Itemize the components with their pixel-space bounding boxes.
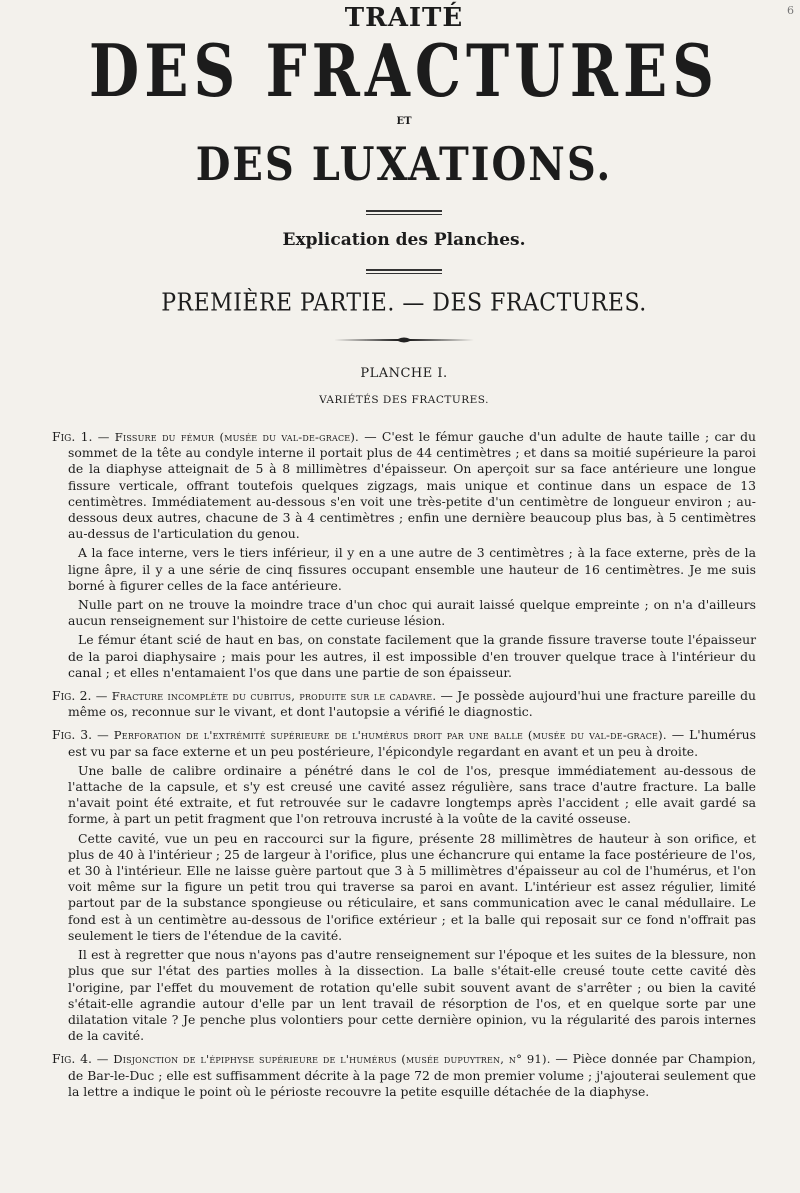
figure-heading: — Fissure du fémur (musée du val-de-grace). bbox=[97, 430, 359, 444]
plate-title: PLANCHE I. bbox=[360, 366, 448, 381]
plate-subtitle: VARIÉTÉS DES FRACTURES. bbox=[319, 394, 489, 406]
figure-lead bbox=[52, 429, 756, 542]
title-rule bbox=[52, 210, 756, 215]
title-top: TRAITÉ bbox=[344, 3, 464, 33]
figure-number: Fig. 4. bbox=[52, 1051, 92, 1067]
section-subtitle: Explication des Planches. bbox=[282, 230, 526, 250]
figure-paragraph: Nulle part on ne trouve la moindre trace d'un choc qui aurait laissé quelque empreinte ; on n'a d'ailleurs aucun renseignement sur l'histoire de cette curieuse lésion. bbox=[68, 597, 756, 629]
figure-paragraph: Le fémur étant scié de haut en bas, on constate facilement que la grande fissure traverse toute l'épaisseur de la paroi diaphysaire ; mais pour les autres, il est impossible d'en trouver quelque trace à l'intérieur du canal ; et elles n'entamaient l'os que dans une partie de son épaisseur. bbox=[68, 632, 756, 680]
part-title: PREMIÈRE PARTIE. — DES FRACTURES. bbox=[161, 289, 647, 318]
figure-lead bbox=[52, 727, 756, 759]
figure-number: Fig. 3. bbox=[52, 727, 93, 743]
page-number: 6 bbox=[787, 4, 794, 17]
figure-lead-text: — L'humérus est vu par sa face externe et un peu postérieure, l'épicondyle regardant en avant et un peu à droite. bbox=[68, 727, 757, 759]
figure-paragraph: Il est à regretter que nous n'ayons pas d'autre renseignement sur l'époque et les suites de la blessure, non plus que sur l'état des parties molles à la dissection. La balle s'était-elle creusé toute cette cavité dès l'origine, par l'effet du mouvement de rotation qu'elle subit souvent avant de s'arrêter ; ou bien la cavité s'était-elle agrandie autour d'elle par un lent travail de résorption de l'os, et en quelque sorte par une dilatation vitale ? Je penche plus volontiers pour cette dernière opinion, vu la régularité des parois internes de la cavité. bbox=[68, 947, 756, 1044]
figure-number: Fig. 1. bbox=[52, 429, 93, 444]
ornament-divider bbox=[52, 336, 756, 344]
figure-lead-text: — C'est le fémur gauche d'un adulte de haute taille ; car du sommet de la tête au condyle interne il portait plus de 44 centimètres ; et dans sa moitié supérieure la paroi de la diaphyse atteignait de 5 à 8 millimètres d'épaisseur. On aperçoit sur sa face antérieure une longue fissure verticale, offrant toutefois quelques zigzags, mais unique et continue dans un espace de 13 centimètres. Immédiatement au-dessous s'en voit une très-petite d'un centimètre de longueur environ ; au-dessous deux autres, chacune de 3 à 4 centimètres ; enfin une dernière beaucoup plus bas, à 5 centimètres au-dessus de l'articulation du genou. bbox=[68, 429, 756, 542]
figure-lead bbox=[52, 688, 756, 720]
figure-entry-2 bbox=[52, 688, 756, 720]
figure-lead-text: — Je possède aujourd'hui une fracture pareille du même os, reconnue sur le vivant, et dont l'autopsie a vérifié le diagnostic. bbox=[68, 688, 756, 720]
subtitle-rule bbox=[52, 269, 756, 274]
figure-entry-3 bbox=[52, 727, 756, 1044]
figure-heading: — Perforation de l'extrémité supérieure de l'humérus droit par une balle (musée du val-de-grace). bbox=[97, 728, 667, 743]
figure-paragraph: A la face interne, vers le tiers inférieur, il y en a une autre de 3 centimètres ; à la face externe, près de la ligne âpre, il y a une série de cinq fissures occupant ensemble une hauteur de 16 centimètres. Je me suis borné à figurer celles de la face antérieure. bbox=[68, 545, 756, 593]
figure-paragraph: Cette cavité, vue un peu en raccourci sur la figure, présente 28 millimètres de hauteur à son orifice, et plus de 40 à l'intérieur ; 25 de largeur à l'orifice, plus une échancrure qui entame la face postérieure de l'os, et 30 à l'intérieur. Elle ne laisse guère partout que 3 à 5 millimètres d'épaisseur au col de l'humérus, et l'on voit même sur la figure un petit trou qui traverse sa paroi en avant. L'intérieur est assez régulier, limité partout par de la substance spongieuse ou réticulaire, et sans communication avec le canal médullaire. Le fond est à un centimètre au-dessous de l'orifice extérieur ; et la balle qui reposait sur ce fond n'offrait pas seulement le tiers de l'étendue de la cavité. bbox=[68, 830, 756, 943]
figure-number: Fig. 2. bbox=[52, 688, 92, 704]
title-conjunction: ET bbox=[396, 116, 412, 127]
figure-entry-4 bbox=[52, 1051, 756, 1100]
figures-body bbox=[52, 429, 756, 1100]
figure-heading: — Disjonction de l'épiphyse supérieure de l'humérus (musée dupuytren, n° 91). bbox=[96, 1052, 551, 1067]
figure-heading: — Fracture incomplète du cubitus, produite sur le cadavre. bbox=[95, 689, 437, 704]
figure-paragraph: Une balle de calibre ordinaire a pénétré dans le col de l'os, presque immédiatement au-dessous de l'attache de la capsule, et s'y est creusé une cavité assez régulière, sans trace d'autre fracture. La balle n'avait point été extraite, et fut retrouvée sur le cadavre longtemps après l'accident ; elle avait gardé sa forme, à part un petit fragment que l'on retrouva incrusté à la voûte de la cavité osseuse. bbox=[68, 762, 756, 827]
title-sub: DES LUXATIONS. bbox=[195, 137, 613, 192]
figure-lead bbox=[52, 1051, 756, 1100]
figure-lead-text: — Pièce donnée par Champion, de Bar-le-Duc ; elle est suffisamment décrite à la page 72 de mon premier volume ; j'ajouterai seulement que la lettre a indique le point où le périoste recouvre la petite esquille détachée de la diaphyse. bbox=[68, 1051, 756, 1099]
figure-entry-1 bbox=[52, 429, 756, 681]
title-main: DES FRACTURES bbox=[88, 28, 720, 114]
